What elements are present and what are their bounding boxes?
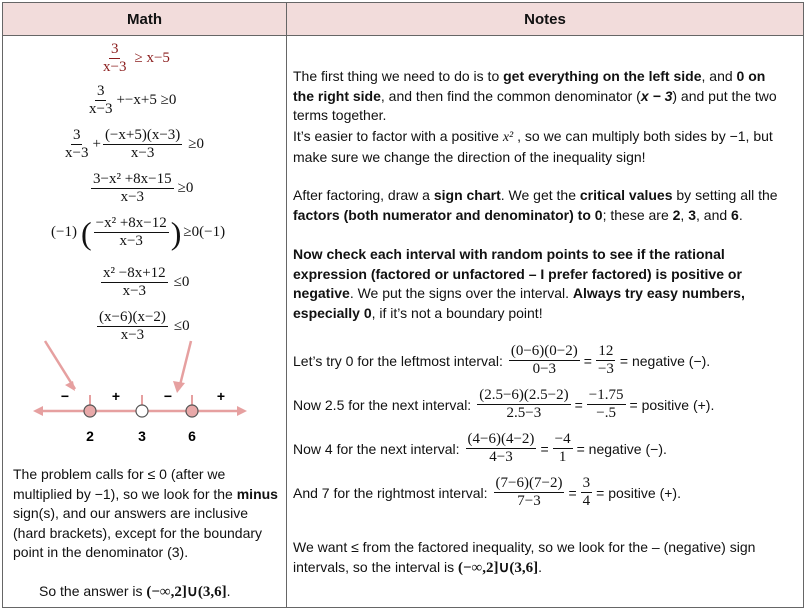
fraction-numerator: 12: [598, 343, 614, 359]
fraction-numerator: 3: [582, 475, 591, 491]
fraction-numerator: (−x+5)(x−3): [104, 127, 181, 143]
fraction-denominator: x−3: [130, 145, 155, 161]
fraction-numerator: (x−6)(x−2): [99, 309, 166, 325]
notes-conclusion: We want ≤ from the factored inequality, so we look for the – (negative) sign intervals, so the interval is (−∞,2]∪(3,6].: [293, 539, 756, 576]
fraction-numerator: 3: [110, 41, 119, 57]
left-explanation: The problem calls for ≤ 0 (after we multiplied by −1), so we look for the minus sign(s), and our answers are inclusive (hard brackets), except for the boundary point in the denominator (3).: [13, 466, 278, 560]
number-line-left-arrow: [33, 406, 43, 416]
fraction: [101, 265, 168, 300]
fraction-numerator: x² −8x+12: [103, 265, 166, 281]
fraction: [466, 431, 537, 466]
math-column-header: [3, 3, 286, 36]
fraction: [101, 41, 128, 76]
open-dot-3: [136, 405, 148, 417]
math-line-5: (−1) ( $\frac{\text{−x² +8x−12}}{x-3}$ ) ≥0(−1): [51, 214, 226, 251]
math-line-4: $\frac{\text{3−x² +8x−15}}{x-3}$ ≥0: [93, 171, 194, 205]
notes-paragraph-1: The first thing we need to do is to get everything on the left side, and 0 on the right side, and then find the common denominator (x − 3) and put the two terms together.: [293, 68, 777, 123]
fraction: [94, 215, 169, 250]
sign-1: −: [60, 388, 70, 404]
fraction: [103, 127, 182, 162]
arrow-to-6-shaft: [179, 341, 191, 389]
label-3: 3: [138, 428, 146, 444]
test-row-0: Let’s try 0 for the leftmost interval: $\frac{(0-6)(0-2)}{0-3}$ = $\frac{12}{-3}$ = negative (−).: [293, 343, 711, 377]
fraction-denominator: 7−3: [517, 493, 541, 509]
sign-4: +: [216, 388, 226, 404]
math-header-label: Math: [127, 10, 162, 28]
fraction: [596, 343, 616, 378]
test-row-2-5: Now 2.5 for the next interval: $\frac{(2.5-6)(2.5-2)}{2.5-3}$ = $\frac{-1.75}{-.5}$ = positive (+).: [293, 387, 715, 421]
fraction-denominator: 2.5−3: [506, 405, 542, 421]
fraction-numerator: 3: [96, 83, 105, 99]
fraction-numerator: (7−6)(7−2): [495, 475, 563, 491]
fraction-denominator: x−3: [89, 101, 113, 117]
fraction: [581, 475, 593, 510]
fraction: [494, 475, 565, 510]
fraction: [477, 387, 570, 422]
fraction-denominator: 4: [582, 493, 591, 509]
fraction-numerator: 3−x² +8x−15: [93, 171, 172, 187]
number-line-right-arrow: [237, 406, 247, 416]
fraction: [63, 127, 90, 162]
fraction-denominator: −.5: [596, 405, 617, 421]
fraction: [87, 83, 114, 118]
math-notes-table: [2, 2, 804, 608]
fraction: [91, 171, 174, 206]
test-row-7: And 7 for the rightmost interval: $\frac{(7-6)(7-2)}{7-3}$ = $\frac{3}{4}$ = positive (+).: [293, 475, 681, 509]
left-answer: So the answer is (−∞,2]∪(3,6].: [39, 583, 231, 600]
sign-3: −: [163, 388, 173, 404]
arrow-to-6-head: [173, 381, 185, 393]
fraction-numerator: −4: [554, 431, 571, 447]
fraction-numerator: 3: [72, 127, 81, 143]
fraction-denominator: x−3: [120, 327, 145, 343]
column-divider: [286, 3, 287, 607]
notes-column-header: [287, 3, 803, 36]
test-row-4: Now 4 for the next interval: $\frac{(4-6)(4-2)}{4-3}$ = $\frac{-4}{1}$ = negative (−).: [293, 431, 667, 465]
math-line-6: $\frac{\text{x² −8x+12}}{x-3}$ ≤0: [103, 265, 190, 299]
fraction-denominator: x−3: [119, 233, 143, 249]
notes-paragraph-4: Now check each interval with random points to see if the rational expression (factored or unfactored – I prefer factored) is positive or negative. We put the signs over the interval. Always try easy numbers, especially 0, if it’s not a boundary point!: [293, 246, 745, 321]
fraction-numerator: −x² +8x−12: [95, 215, 167, 231]
math-line-2: $\frac{3}{x-3}$ +−x+5 ≥0: [89, 83, 177, 117]
fraction-denominator: 0−3: [532, 361, 557, 377]
fraction-denominator: 4−3: [489, 449, 513, 465]
label-2: 2: [86, 428, 94, 444]
sign-chart: [25, 335, 255, 455]
math-line-3: $\frac{3}{x-3}$ + $\frac{(-x+5)(x-3)}{x-3}$ ≥0: [65, 127, 205, 161]
arrow-to-2-shaft: [45, 341, 75, 389]
math-line-1: $\frac{3}{x-3}$ ≥ x−5: [103, 41, 170, 75]
fraction: [587, 387, 626, 422]
notes-paragraph-2: It’s easier to factor with a positive x² , so we can multiply both sides by −1, but make sure we change the direction of the inequality sign!: [293, 128, 773, 165]
notes-paragraph-3: After factoring, draw a sign chart. We get the critical values by setting all the factors (both numerator and denominator) to 0; these are 2, 3, and 6.: [293, 187, 778, 223]
fraction-denominator: x−3: [122, 283, 147, 299]
fraction-denominator: 1: [558, 449, 567, 465]
fraction-denominator: x−3: [103, 59, 127, 75]
fraction-numerator: (2.5−6)(2.5−2): [479, 387, 569, 403]
fraction-numerator: −1.75: [588, 387, 624, 403]
label-6: 6: [188, 428, 196, 444]
fraction-denominator: x−3: [120, 189, 145, 205]
fraction: [553, 431, 573, 466]
fraction-denominator: −3: [597, 361, 614, 377]
math-line-7: $\frac{(x-6)(x-2)}{x-3}$ ≤0: [99, 309, 190, 343]
fraction-denominator: x−3: [65, 145, 89, 161]
fraction-numerator: (4−6)(4−2): [467, 431, 535, 447]
fraction-numerator: (0−6)(0−2): [510, 343, 578, 359]
closed-dot-6: [186, 405, 198, 417]
closed-dot-2: [84, 405, 96, 417]
fraction: [509, 343, 580, 378]
notes-header-label: Notes: [524, 10, 566, 28]
sign-2: +: [111, 388, 121, 404]
